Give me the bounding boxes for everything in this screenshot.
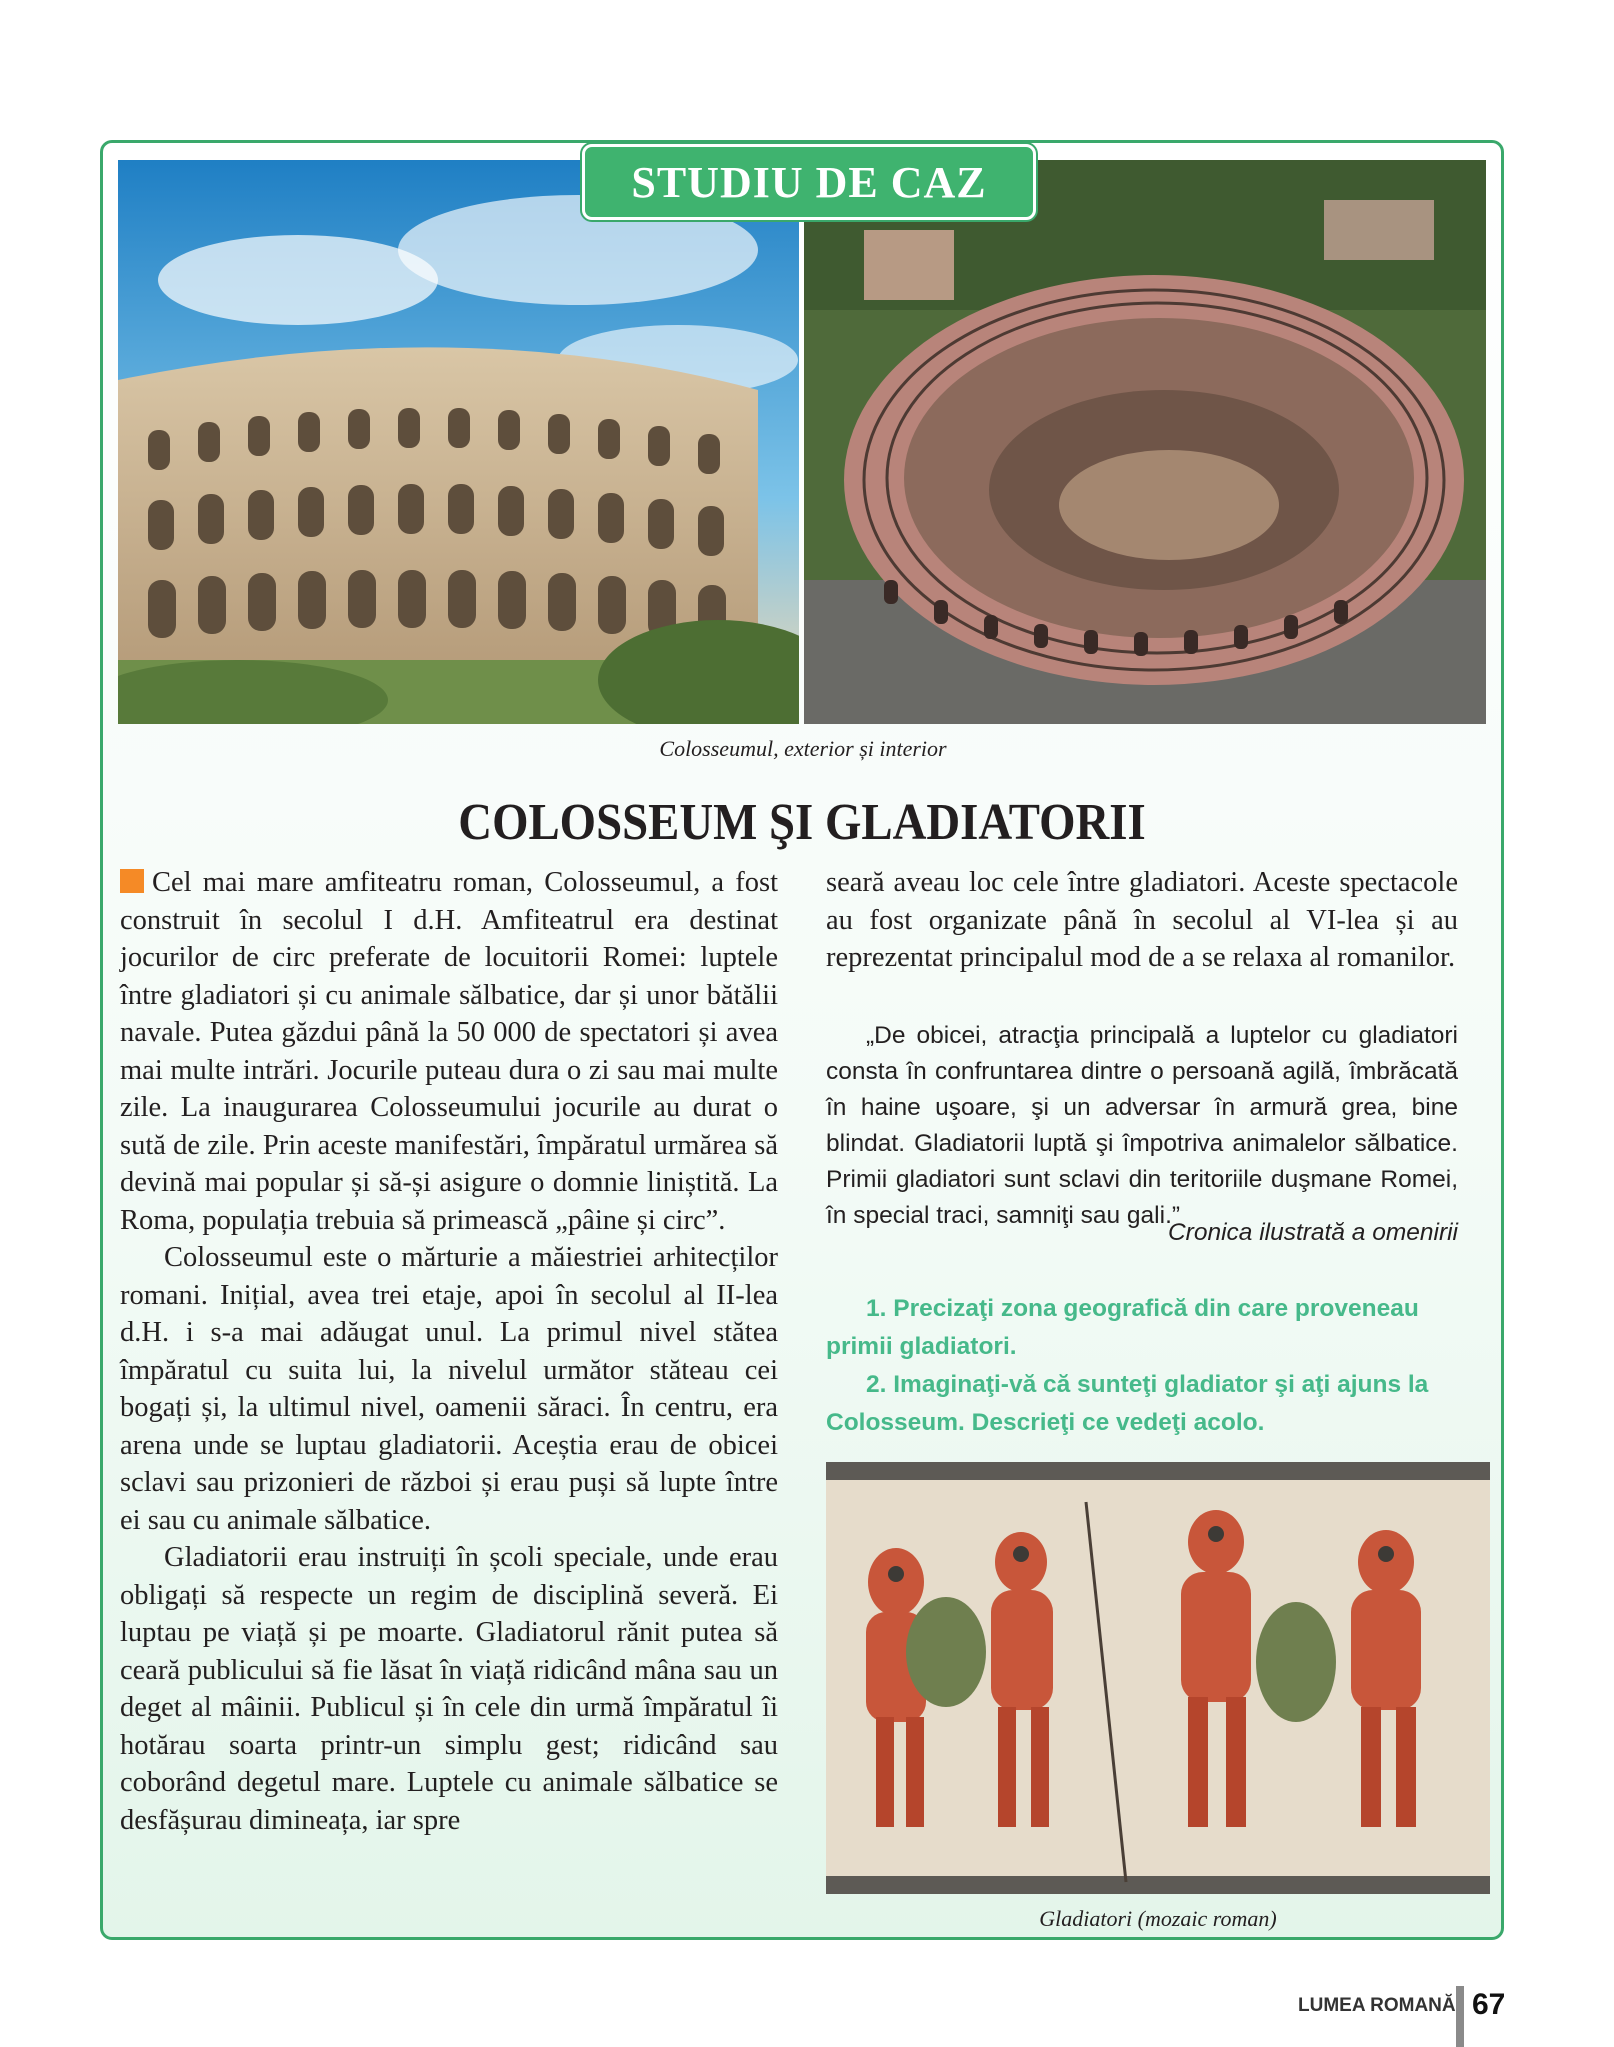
paragraph-gladiator-training: Gladiatorii erau instruiți în școli speciale, unde erau obligați să respecte un regim de disciplină severă. Ei luptau pe viață și pe moarte. Gladiatorul rănit putea să ceară publicului să fie lăsat în viață ridicând mâna sau un deget al mâinii. Publicul și în cele din urmă împăratul îi hotărau soarta printr-un simplu gest; ridicând sau coborând degetul mare. Luptele cu animale sălbatice se desfășurau dimineața, iar spre [120,1542,778,1836]
questions-block [826,1290,1458,1442]
case-study-badge: STUDIU DE CAZ [582,144,1036,220]
right-text-column [826,864,1458,977]
left-text-column [120,864,778,1839]
paragraph-continuation: seară aveau loc cele între gladiatori. Aceste spectacole au fost organizate până în secolul al VI-lea și au reprezentat principalul mod de a se relaxa al romanilor. [826,867,1458,973]
orange-bullet-square [120,869,144,893]
colosseum-interior-photo [804,160,1486,724]
colosseum-exterior-photo [118,160,799,724]
quote-source: Cronica ilustrată a omenirii [1167,1219,1458,1246]
paragraph-architecture: Colosseumul este o mărturie a măiestriei arhitecților romani. Inițial, avea trei etaje, apoi în secolul al II-lea d.H. i s-a mai adăugat unul. La primul nivel stătea împăratul cu suita lui, la nivelul următor stăteau cei bogați și, la ultimul nivel, oamenii săraci. În centru, era arena unde se luptau gladiatorii. Aceștia erau de obicei sclavi sau prizonieri de război și erau puși să lupte între ei sau cu animale sălbatice. [120,1242,778,1536]
page-title: COLOSSEUM ŞI GLADIATORII [458,794,1146,851]
gladiator-mosaic-image [826,1462,1490,1894]
colosseum-photo-caption: Colosseumul, exterior și interior [659,736,947,761]
footer-divider [1456,1986,1464,2047]
paragraph-intro: Cel mai mare amfiteatru roman, Colosseumul, a fost construit în secolul I d.H. Amfiteatrul era destinat jocurilor de circ preferate de locuitorii Romei: luptele între gladiatori și cu animale sălbatice, dar și unor bătălii navale. Putea găzdui până la 50 000 de spectatori și avea mai multe intrări. Jocurile puteau dura o zi sau mai multe zile. La inaugurarea Colosseumului jocurile au durat o sută de zile. Prin aceste manifestări, împăratul urmărea să devină mai popular și să-și asigure o domnie liniștită. La Roma, populația trebuia să primească „pâine și circ”. [120,867,778,1236]
question-2: 2. Imaginaţi-vă că sunteţi gladiator şi aţi ajuns la Colosseum. Descrieţi ce vedeţi acolo. [826,1371,1429,1436]
mosaic-caption: Gladiatori (mozaic roman) [1039,1906,1277,1931]
question-1: 1. Precizaţi zona geografică din care proveneau primii gladiatori. [826,1295,1419,1360]
historical-quote [826,1018,1458,1234]
page-number: 67 [1472,1988,1506,2021]
quote-text: „De obicei, atracţia principală a luptelor cu gladiatori consta în confruntarea dintre o persoană agilă, îmbrăcată în haine uşoare, şi un adversar în armură grea, bine blindat. Gladiatorii luptă şi împotriva animalelor sălbatice. Primii gladiatori sunt sclavi din teritoriile duşmane Romei, în special traci, samniţi sau gali.” [826,1022,1458,1229]
chapter-label: LUMEA ROMANĂ [1298,1995,1456,2016]
